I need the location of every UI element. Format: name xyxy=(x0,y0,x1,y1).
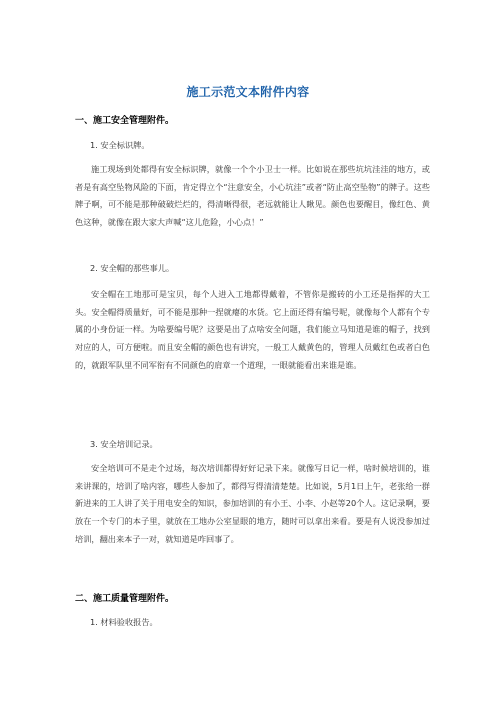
section-heading-safety: 一、施工安全管理附件。 xyxy=(75,116,175,126)
paragraph-helmet: 安全帽在工地那可是宝贝，每个人进入工地都得戴着，不管你是搬砖的小工还是指挥的大工头。安全帽得质量好，可不能是那种一捏就瘪的水货。它上面还得有编号呢，就像每个人都有个专属的小身份证一样。为啥要编号呢？这要是出了点啥安全问题，我们能立马知道是谁的帽子，找到对应的人，可方便啦。而且安全帽的颜色也有讲究，一般工人戴黄色的，管理人员戴红色或者白色的，就跟军队里不同军衔有不同颜色的肩章一个道理，一眼就能看出来谁是谁。 xyxy=(75,289,430,370)
item-label-helmet: 2. 安全帽的那些事儿。 xyxy=(90,263,175,273)
section-heading-quality: 二、施工质量管理附件。 xyxy=(75,594,175,604)
item-label-safety-signs: 1. 安全标识牌。 xyxy=(90,140,150,150)
item-label-material-acceptance: 1. 材料验收报告。 xyxy=(90,617,158,627)
page-title: 施工示范文本附件内容 xyxy=(186,85,310,99)
paragraph-training-records: 安全培训可不是走个过场，每次培训都得好好记录下来。就像写日记一样，啥时候培训的，谁来讲课的，培训了啥内容，哪些人参加了，都得写得清清楚楚。比如说，5月1日上午，老张给一群新进来的工人讲了关于用电安全的知识，参加培训的有小王、小李、小赵等20个人。这记录啊，要放在一个专门的本子里，就放在工地办公室显眼的地方，随时可以拿出来看。要是有人说没参加过培训，翻出来本子一对，就知道是咋回事了。 xyxy=(75,463,430,544)
paragraph-safety-signs: 施工现场到处都得有安全标识牌，就像一个个小卫士一样。比如说在那些坑坑洼洼的地方，或者是有高空坠物风险的下面，肯定得立个“注意安全，小心坑洼”或者“防止高空坠物”的牌子。这些牌子啊，可不能是那种破破烂烂的，得清晰得很，老远就能让人瞅见。颜色也要醒目，像红色、黄色这种，就像在跟大家大声喊“这儿危险，小心点！” xyxy=(75,164,430,228)
item-label-training-records: 3. 安全培训记录。 xyxy=(90,439,158,449)
